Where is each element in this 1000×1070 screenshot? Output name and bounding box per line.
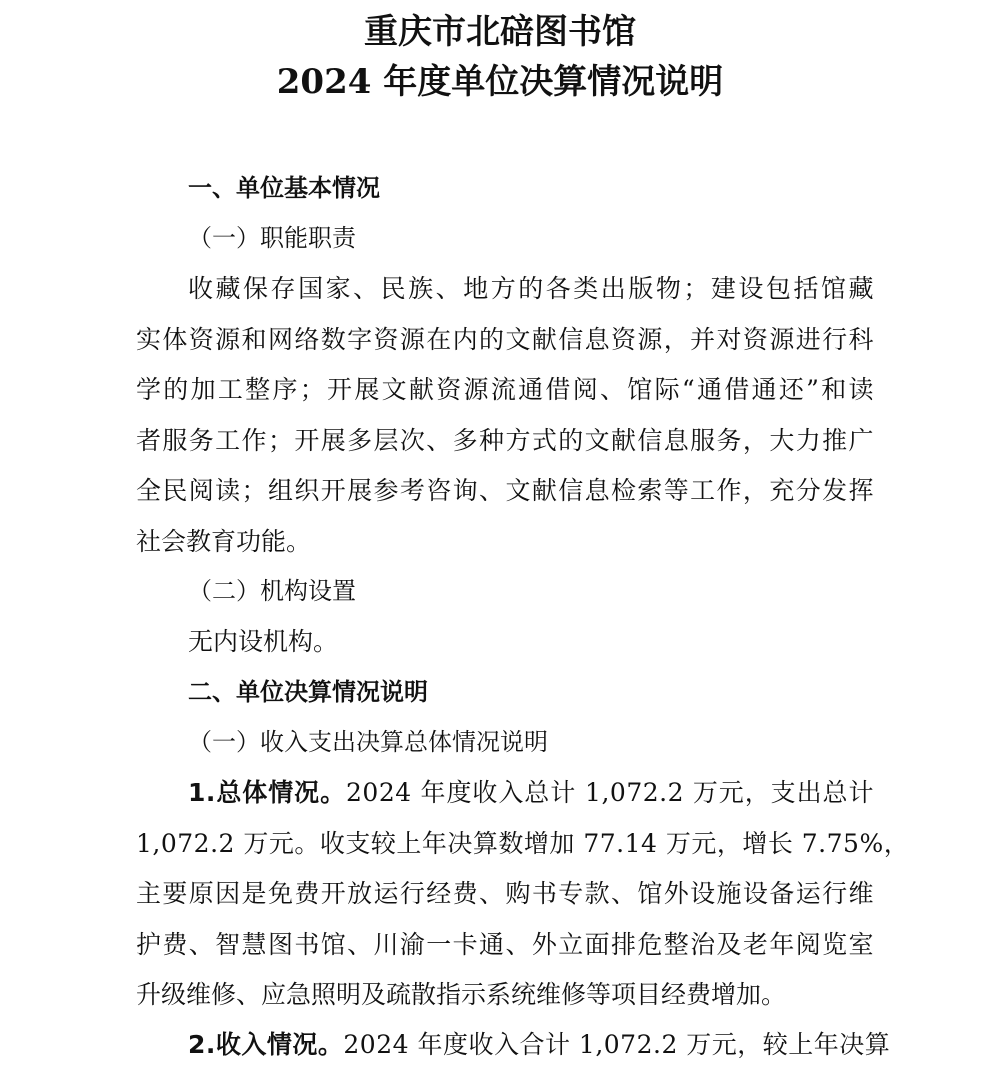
section1-sub1-heading: （一）职能职责	[188, 224, 356, 252]
overall-para-line-2: 1,072.2 万元。收支较上年决算数增加 77.14 万元，增长 7.75%，	[136, 829, 910, 858]
duties-line-2: 实体资源和网络数字资源在内的文献信息资源，并对资源进行科	[136, 325, 874, 354]
overall-para-lead: 1.总体情况。	[188, 778, 347, 807]
overall-para-line-4: 护费、智慧图书馆、川渝一卡通、外立面排危整治及老年阅览室	[136, 930, 874, 959]
overall-para-line-5: 升级维修、应急照明及疏散指示系统维修等项目经费增加。	[136, 980, 787, 1009]
income-para-lead: 2.收入情况。	[188, 1030, 344, 1059]
duties-line-5: 全民阅读；组织开展参考咨询、文献信息检索等工作，充分发挥	[136, 476, 874, 505]
duties-line-6: 社会教育功能。	[136, 527, 312, 556]
overall-para-line-3: 主要原因是免费开放运行经费、购书专款、馆外设施设备运行维	[136, 879, 874, 908]
section2-heading: 二、单位决算情况说明	[188, 678, 428, 706]
duties-line-4: 者服务工作；开展多层次、多种方式的文献信息服务，大力推广	[136, 426, 874, 455]
document-title-line2: 2024 年度单位决算情况说明	[276, 62, 724, 102]
overall-para-line1-rest: 2024 年度收入总计 1,072.2 万元，支出总计	[346, 778, 874, 807]
income-para-line-1	[188, 1028, 891, 1062]
duties-line-3: 学的加工整序；开展文献资源流通借阅、馆际“通借通还”和读	[136, 375, 874, 404]
org-structure-text: 无内设机构。	[188, 627, 339, 656]
duties-line-1: 收藏保存国家、民族、地方的各类出版物；建设包括馆藏	[188, 274, 874, 303]
section1-heading: 一、单位基本情况	[188, 174, 380, 202]
section2-sub1-heading: （一）收入支出决算总体情况说明	[188, 728, 548, 756]
income-para-line1-rest: 2024 年度收入合计 1,072.2 万元，较上年决算	[343, 1030, 891, 1059]
section1-sub2-heading: （二）机构设置	[188, 577, 356, 605]
overall-para-line-1	[188, 776, 874, 810]
document-title-line1: 重庆市北碚图书馆	[364, 12, 636, 52]
